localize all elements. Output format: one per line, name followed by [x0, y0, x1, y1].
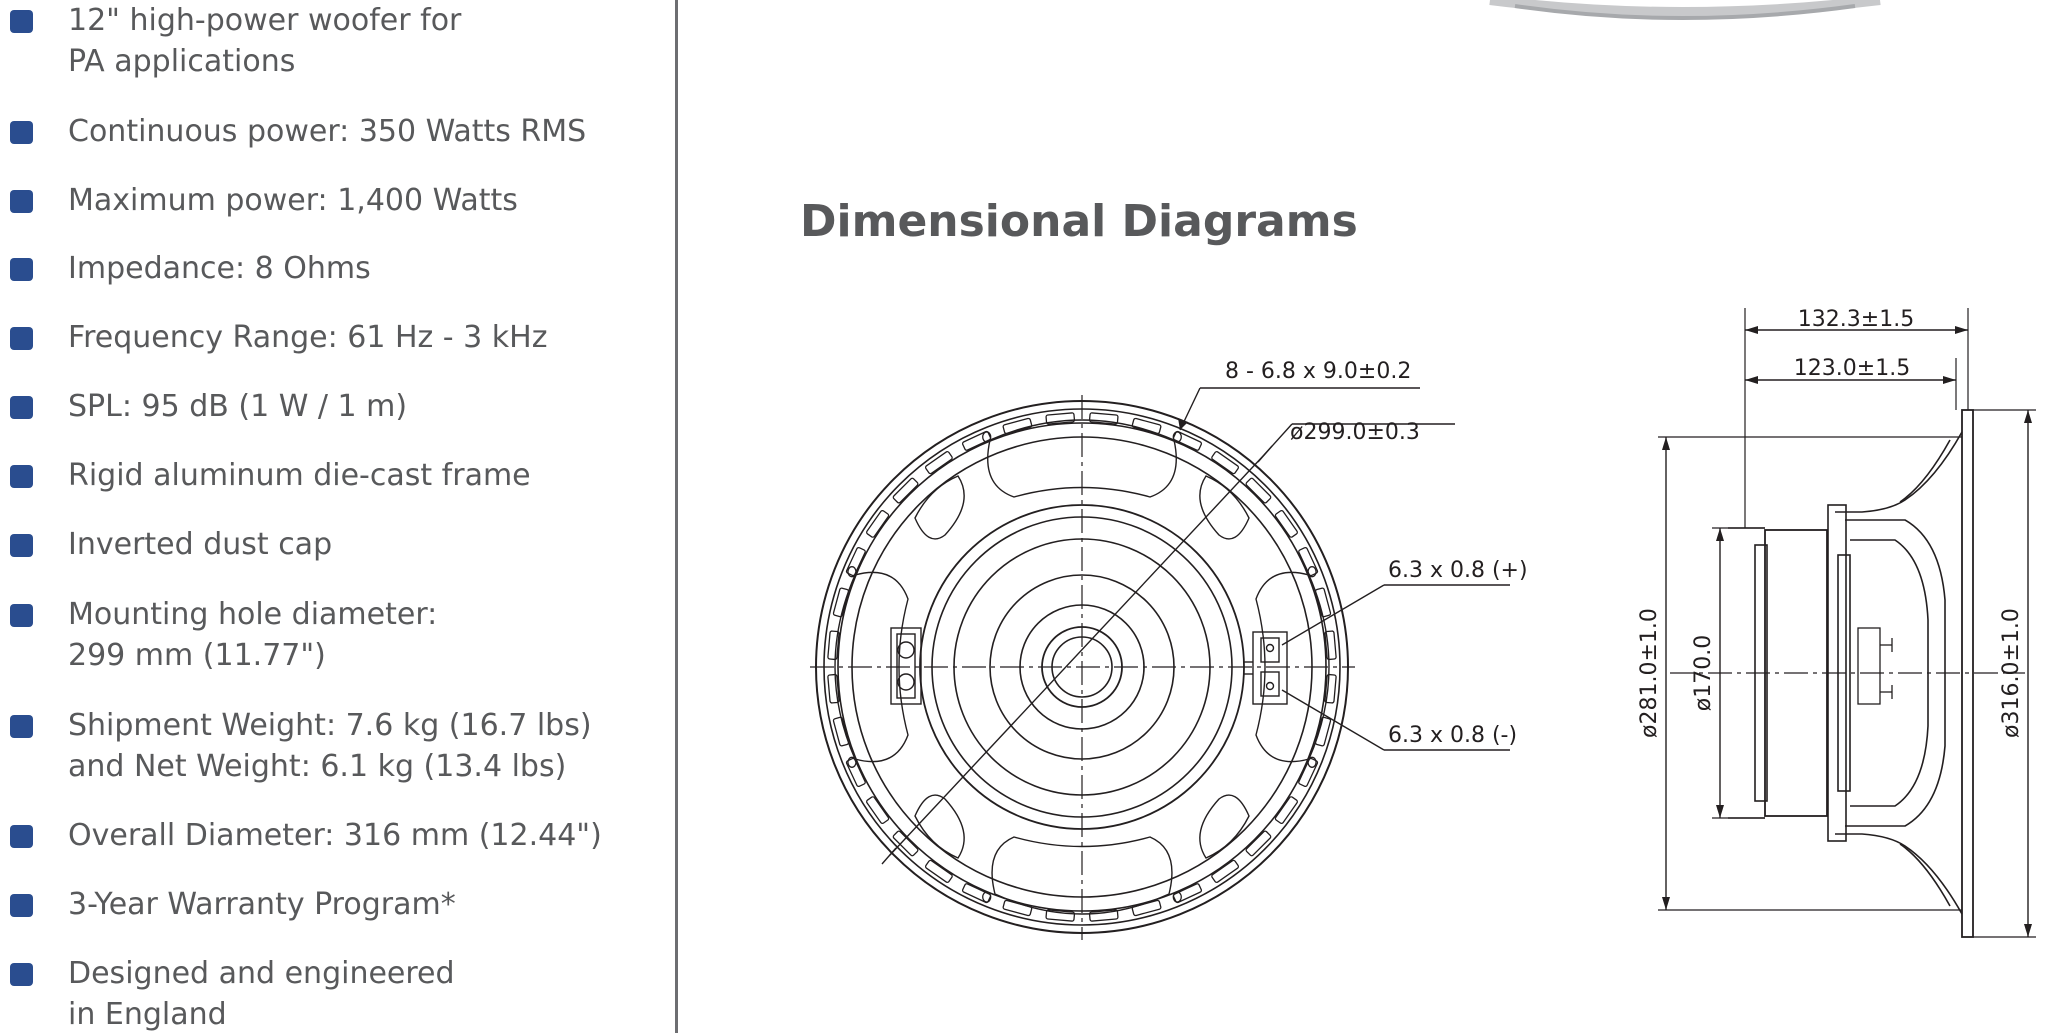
terminal-negative-label: 6.3 x 0.8 (-): [1388, 723, 1518, 748]
feature-line: PA applications: [68, 44, 296, 79]
feature-line: Shipment Weight: 7.6 kg (16.7 lbs): [68, 708, 592, 743]
feature-line: SPL: 95 dB (1 W / 1 m): [68, 389, 408, 424]
feature-line: in England: [68, 997, 227, 1032]
feature-line: Inverted dust cap: [68, 527, 333, 562]
product-photo-edge: [1490, 0, 1880, 18]
rim-slot: [892, 830, 918, 856]
side-arrowheads: [1662, 326, 2032, 937]
rim-slot: [1173, 431, 1202, 451]
feature-line: Frequency Range: 61 Hz - 3 kHz: [68, 320, 548, 355]
feature-line: Rigid aluminum die-cast frame: [68, 458, 531, 493]
rim-slot: [962, 883, 991, 903]
front-view-drawing: [810, 388, 1510, 940]
feature-line: and Net Weight: 6.1 kg (13.4 lbs): [68, 749, 567, 784]
mounting-diameter-label: ø299.0±0.3: [1290, 420, 1420, 445]
front-center-lines: [810, 395, 1355, 940]
rim-slot: [1245, 830, 1271, 856]
feature-line: Designed and engineered: [68, 956, 455, 991]
rim-slot: [1245, 477, 1271, 503]
feature-line: Overall Diameter: 316 mm (12.44"): [68, 818, 602, 853]
rim-slot: [892, 477, 918, 503]
rim-slot: [962, 431, 991, 451]
section-heading: Dimensional Diagrams: [800, 196, 1358, 247]
terminal-positive-label: 6.3 x 0.8 (+): [1388, 558, 1528, 583]
feature-line: 3-Year Warranty Program*: [68, 887, 456, 922]
overall-diameter-label: ø316.0±1.0: [1999, 608, 2024, 738]
feature-line: Impedance: 8 Ohms: [68, 251, 371, 286]
feature-line: Continuous power: 350 Watts RMS: [68, 114, 587, 149]
frame-diameter-label: ø281.0±1.0: [1637, 608, 1662, 738]
side-view-drawing: [1658, 308, 2036, 937]
feature-line: 12" high-power woofer for: [68, 3, 462, 38]
magnet-diameter-label: ø170.0: [1691, 634, 1716, 712]
holes-dimension-label: 8 - 6.8 x 9.0±0.2: [1225, 359, 1412, 384]
frame-depth-label: 123.0±1.5: [1793, 356, 1911, 381]
feature-line: Maximum power: 1,400 Watts: [68, 183, 518, 218]
overall-depth-label: 132.3±1.5: [1797, 307, 1915, 332]
side-terminal: [1858, 628, 1892, 704]
front-leaders: [882, 388, 1510, 864]
feature-line: 299 mm (11.77"): [68, 638, 326, 673]
feature-line: Mounting hole diameter:: [68, 597, 438, 632]
side-extension-lines: [1658, 308, 2036, 937]
left-terminal-block: [891, 628, 921, 704]
rim-slot: [1173, 883, 1202, 903]
